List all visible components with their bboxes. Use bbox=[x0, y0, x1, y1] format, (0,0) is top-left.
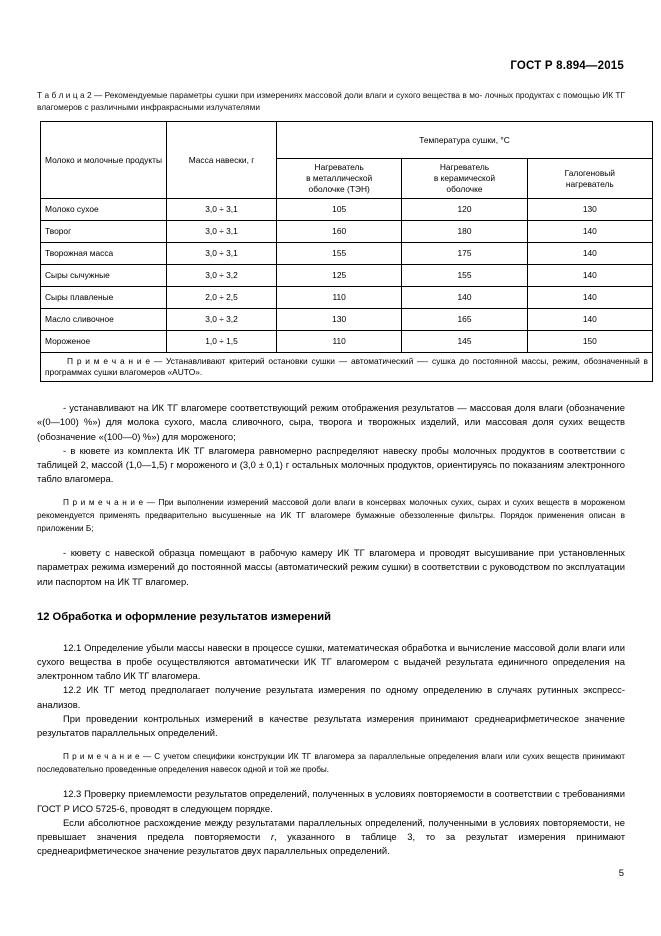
header-heater-metal-line2: в металлической bbox=[306, 173, 373, 184]
cell-product: Мороженое bbox=[41, 331, 167, 353]
cell-halogen: 130 bbox=[527, 199, 652, 221]
cell-mass: 3,0 ÷ 3,1 bbox=[167, 243, 277, 265]
header-heater-ceramic-line2: в керамической bbox=[433, 173, 496, 184]
cell-mass: 3,0 ÷ 3,1 bbox=[167, 221, 277, 243]
cell-metal: 125 bbox=[277, 265, 402, 287]
paragraph-12-1: 12.1 Определение убыли массы навески в процессе сушки, математическая обработка и вычисление массовой доли влаги или сухого вещества в пробе осуществляются автоматически ИК ТГ влагомером с выдачей результата единичного определения на электронном табло ИК ТГ влагомера. bbox=[37, 641, 625, 682]
header-heater-metal-line1: Нагреватель bbox=[314, 162, 364, 173]
spacer-5 bbox=[37, 740, 625, 751]
cell-metal: 155 bbox=[277, 243, 402, 265]
cell-product: Сыры сычужные bbox=[41, 265, 167, 287]
repeatability-symbol: r bbox=[270, 831, 274, 843]
header-heater-halogen-line2: нагреватель bbox=[565, 178, 614, 189]
table-row bbox=[41, 221, 653, 243]
spacer-after-table bbox=[37, 382, 625, 401]
paragraph-bullet-1: - устанавливают на ИК ТГ влагомере соответствующий режим отображения результатов — массовая доля влаги (обозначение «(0—100) %») для молока сухого, масла сливочного, сыра, творога и творожных изделий, или массовая доля сухих веществ (обозначение «(100—0) %») для мороженого; bbox=[37, 402, 625, 442]
cell-ceramic: 155 bbox=[402, 265, 527, 287]
paragraph-bullet-3: - кювету с навеской образца помещают в рабочую камеру ИК ТГ влагомера и проводят высушивание при установленных параметрах режима измерений до постоянной массы (автоматический режим сушки) в соответствии с руководством по эксплуатации или паспортом на ИК ТГ влагомер. bbox=[37, 547, 625, 587]
cell-product: Сыры плавленые bbox=[41, 287, 167, 309]
table-row bbox=[41, 309, 653, 331]
paragraph-12-2b: При проведении контрольных измерений в качестве результата измерения принимают среднеарифметическое значение результатов параллельных определений. bbox=[37, 712, 625, 739]
spacer-4 bbox=[37, 625, 625, 641]
spacer-3 bbox=[37, 589, 625, 610]
spacer-1 bbox=[37, 486, 625, 497]
paragraph-note-1 bbox=[37, 497, 625, 535]
header-heater-ceramic-line1: Нагреватель bbox=[439, 162, 490, 173]
page-number: 5 bbox=[618, 868, 624, 879]
paragraph-12-2: 12.2 ИК ТГ метод предполагает получение результата измерения по одному определению в случаях рутинных экспресс-анализов. bbox=[37, 684, 625, 710]
header-heater-ceramic bbox=[402, 159, 527, 199]
table-caption-line1: Т а б л и ц а 2 — Рекомендуемые параметры сушки при измерениях массовой доли влаги и сухого вещества в мо- bbox=[37, 90, 483, 100]
paragraph-12-3: 12.3 Проверку приемлемости результатов определений, полученных в условиях повторяемости в соответствии с требованиями ГОСТ Р ИСО 5725-6, проводят в следующем порядке. bbox=[37, 788, 625, 814]
paragraph-12-3b-part1: Если абсолютное расхождение между результатами параллельных определений, полученными в условиях повторяемости, не превышает значения предела повторяемости bbox=[37, 816, 625, 843]
table-row bbox=[41, 243, 653, 265]
table-note bbox=[41, 353, 653, 382]
cell-mass: 3,0 ÷ 3,2 bbox=[167, 309, 277, 331]
cell-metal: 130 bbox=[277, 309, 402, 331]
cell-mass: 2,0 ÷ 2,5 bbox=[167, 287, 277, 309]
cell-halogen: 140 bbox=[527, 265, 652, 287]
cell-metal: 105 bbox=[277, 199, 402, 221]
section-heading-12: 12 Обработка и оформление результатов измерений bbox=[37, 610, 331, 623]
table-row bbox=[41, 287, 653, 309]
cell-halogen: 140 bbox=[527, 309, 652, 331]
header-heater-ceramic-line3: оболочке bbox=[446, 184, 483, 195]
header-mass: Масса навески, г bbox=[167, 122, 277, 199]
cell-mass: 3,0 ÷ 3,1 bbox=[167, 199, 277, 221]
cell-halogen: 140 bbox=[527, 287, 652, 309]
table-note-row bbox=[41, 353, 653, 382]
header-temperature-group: Температура сушки, °С bbox=[277, 122, 653, 159]
table-row bbox=[41, 331, 653, 353]
table-note-label: П р и м е ч а н и е bbox=[67, 356, 154, 367]
table-caption-line2: лочных продуктах с помощью ИК ТГ влагомеров с различными инфракрасными излучателями bbox=[37, 90, 625, 112]
header-heater-halogen bbox=[527, 159, 652, 199]
note-1-text: — При выполнении измерений массовой доли влаги в консервах молочных сухих, сырах и сухих веществ в мороженом рекомендуется применять предварительно высушенные на ИК ТГ влагомере бумажные обеззоленные фильтры. Порядок применения описан в приложении Б; bbox=[37, 498, 625, 533]
cell-mass: 3,0 ÷ 3,2 bbox=[167, 265, 277, 287]
drying-parameters-table bbox=[40, 121, 653, 382]
note-1-label: П р и м е ч а н и е bbox=[63, 498, 147, 508]
cell-product: Творог bbox=[41, 221, 167, 243]
table-note-text: — Устанавливают критерий остановки сушки — автоматический —- сушка до постоянной массы, режим, обозначенный в программах сушки влагомеров «AUTO». bbox=[45, 356, 648, 378]
cell-product: Творожная масса bbox=[41, 243, 167, 265]
cell-metal: 110 bbox=[277, 287, 402, 309]
paragraph-note-2 bbox=[37, 751, 625, 776]
note-2-label: П р и м е ч а н и е bbox=[63, 752, 143, 762]
cell-halogen: 140 bbox=[527, 221, 652, 243]
cell-metal: 160 bbox=[277, 221, 402, 243]
spacer-6 bbox=[37, 776, 625, 787]
cell-ceramic: 165 bbox=[402, 309, 527, 331]
page-content bbox=[37, 90, 648, 858]
table-caption bbox=[37, 90, 625, 113]
header-product: Молоко и молочные продукты bbox=[41, 122, 167, 199]
cell-ceramic: 180 bbox=[402, 221, 527, 243]
cell-metal: 110 bbox=[277, 331, 402, 353]
header-heater-halogen-line1: Галогеновый bbox=[564, 167, 615, 178]
cell-product: Молоко сухое bbox=[41, 199, 167, 221]
cell-ceramic: 145 bbox=[402, 331, 527, 353]
cell-ceramic: 140 bbox=[402, 287, 527, 309]
header-heater-metal bbox=[277, 159, 402, 199]
paragraph-12-3b bbox=[37, 816, 625, 859]
cell-halogen: 140 bbox=[527, 243, 652, 265]
cell-product: Масло сливочное bbox=[41, 309, 167, 331]
cell-halogen: 150 bbox=[527, 331, 652, 353]
standard-header: ГОСТ Р 8.894—2015 bbox=[510, 60, 624, 72]
spacer-2 bbox=[37, 535, 625, 546]
header-heater-metal-line3: оболочке (ТЭН) bbox=[308, 184, 370, 195]
table-head bbox=[41, 122, 653, 199]
cell-mass: 1,0 ÷ 1,5 bbox=[167, 331, 277, 353]
table-body bbox=[41, 199, 653, 382]
cell-ceramic: 120 bbox=[402, 199, 527, 221]
note-2-text: — С учетом специфики конструкции ИК ТГ влагомера за параллельные определения влаги или сухих веществ принимают последовательно проведенные определения навесок одной и той же пробы. bbox=[37, 752, 625, 774]
cell-ceramic: 175 bbox=[402, 243, 527, 265]
table-header-row-1 bbox=[41, 122, 653, 159]
paragraph-bullet-2: - в кювете из комплекта ИК ТГ влагомера равномерно распределяют навеску пробы молочных продуктов в соответствии с таблицей 2, массой (1,0—1,5) г мороженого и (3,0 ± 0,1) г остальных молочных продуктов, ориентируясь по показаниям электронного табло влагомера. bbox=[37, 444, 625, 485]
paragraph-12-3b-part2: , указанного в таблице 3, то за результат измерения принимают среднеарифметическое значение результатов двух параллельных определений. bbox=[37, 831, 625, 857]
table-row bbox=[41, 265, 653, 287]
table-row bbox=[41, 199, 653, 221]
